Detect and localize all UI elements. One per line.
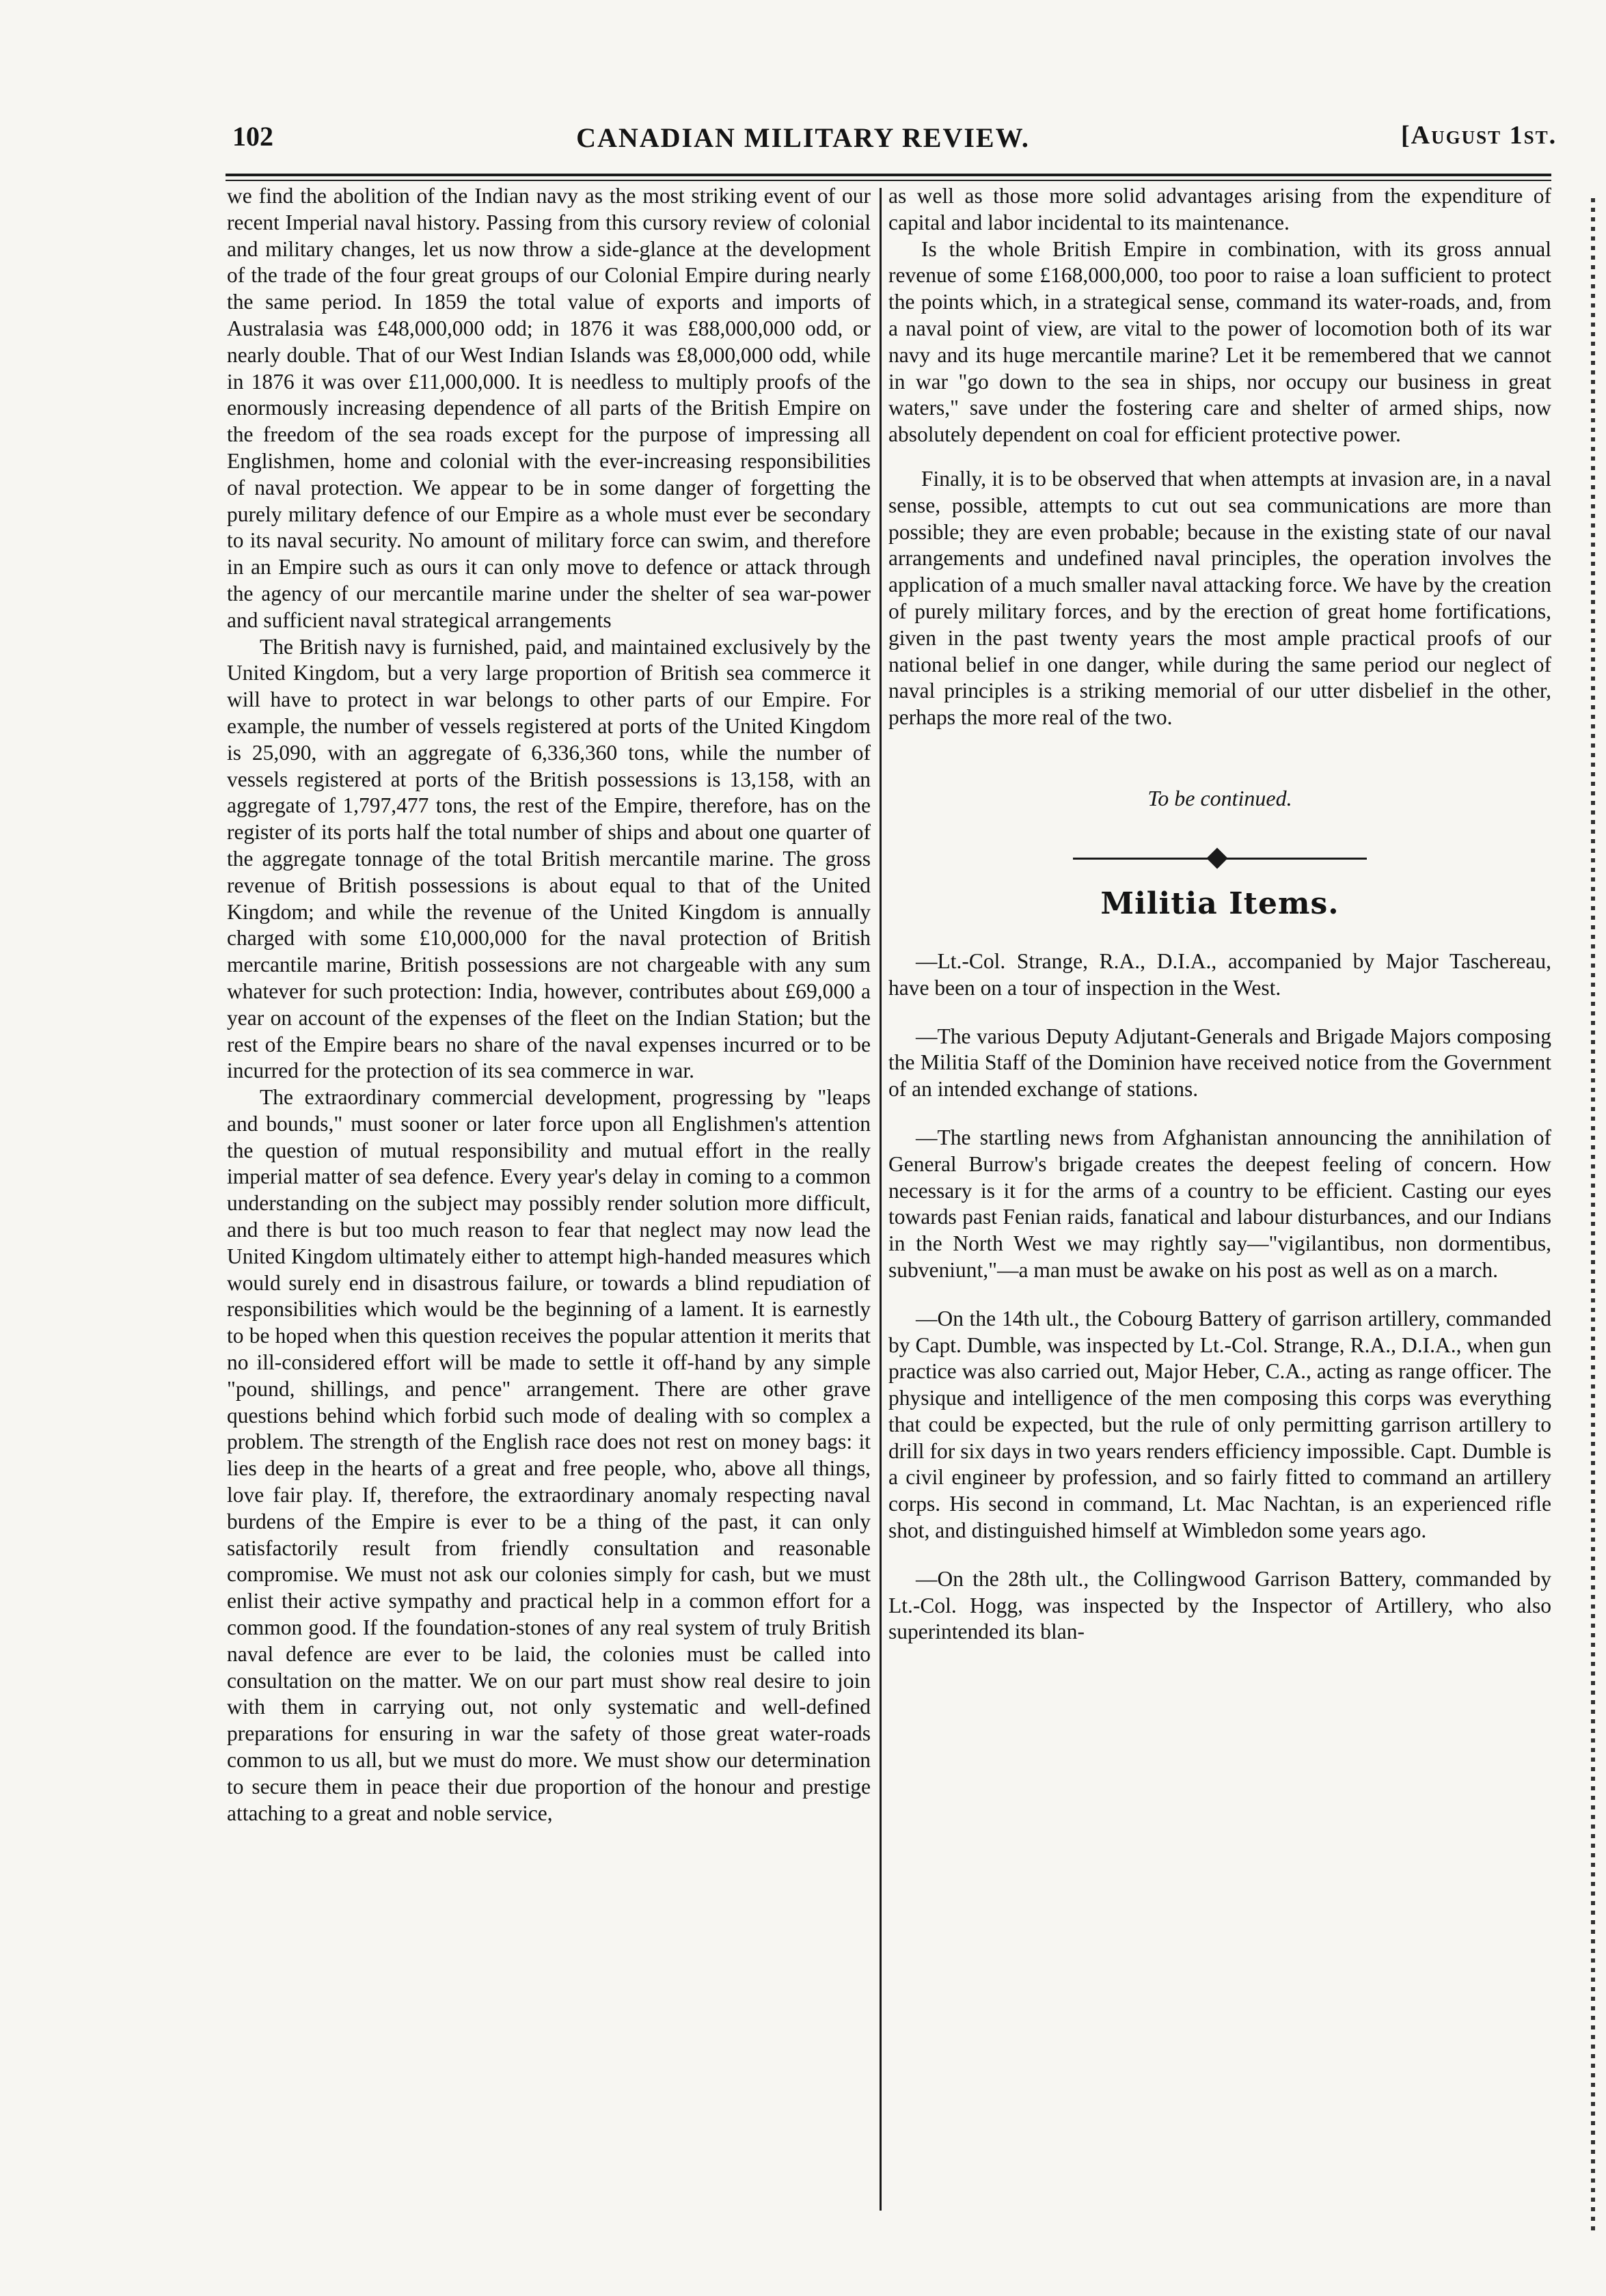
article-paragraph: The British navy is furnished, paid, and maintained exclusively by the United Kingdom, but a very large proportion of British sea commerce it will have to protect in war belongs to other parts of our Empire. For example, the number of vessels registered at ports of the United Kingdom is 25,090, with an aggregate of 6,336,360 tons, while the number of vessels registered at ports of the British possessions is 13,158, with an aggregate of 1,797,477 tons, the rest of the Empire, therefore, has on the register of its ports half the total number of ships and about one quarter of the aggregate tonnage of the total British mercantile marine. The gross revenue of British possessions is about equal to that of the United Kingdom; and while the revenue of the United Kingdom is annually charged with some £10,000,000 for the naval protection of British mercantile marine, British possessions are not chargeable with any sum whatever for such protection: India, however, contributes about £69,000 a year on account of the expenses of the fleet on the Indian Station; but the rest of the Empire bears no share of the naval expenses incurred or to be incurred for the protection of its sea commerce in war. (227, 634, 871, 1083)
news-item: —On the 28th ult., the Collingwood Garrison Battery, commanded by Lt.-Col. Hogg, was inspected by the Inspector of Artillery, who also superintended its blan- (888, 1566, 1551, 1644)
running-head: CANADIAN MILITARY REVIEW. (576, 122, 1030, 153)
to-be-continued: To be continued. (1147, 785, 1292, 810)
article-paragraph: as well as those more solid advantages arising from the expenditure of capital and labor incidental to its maintenance. (888, 184, 1551, 234)
article-paragraph: The extraordinary commercial development, progressing by "leaps and bounds," must sooner or later force upon all Englishmen's attention the question of mutual responsibility and mutual effort in the really imperial matter of sea defence. Every year's delay in coming to a common understanding on the subject may possibly render solution more difficult, and there is but too much reason to fear that neglect may now lead the United Kingdom ultimately either to attempt high-handed measures which would surely end in disastrous failure, or towards a blind repudiation of responsibilities which would be the beginning of a lament. It is earnestly to be hoped when this question receives the popular attention it merits that no ill-considered effort will be made to settle it off-hand by any simple "pound, shillings, and pence" arrangement. There are other grave questions behind which forbid such mode of dealing with so complex a problem. The strength of the English race does not rest on money bags: it lies deep in the hearts of a great and free people, who, above all things, love fair play. If, therefore, the extraordinary anomaly respecting naval burdens of the Empire is ever to be a thing of the past, it can only satisfactorily result from friendly consultation and reasonable compromise. We must not ask our colonies simply for cash, but we must enlist their active sympathy and practical help in a common effort for a common good. If the foundation-stones of any real system of truly British naval defence are ever to be laid, the colonies must be called into consultation on the matter. We on our part must show real desire to join with them in carrying out, not only systematic and well-defined preparations for ensuring in war the safety of those great water-roads common to us all, but we must do more. We must show our determination to secure them in peace their due proportion of the honour and prestige attaching to a great and noble service, (227, 1085, 871, 1825)
issue-date: [August 1st. (1401, 121, 1557, 150)
divider-ornament (1073, 845, 1367, 873)
page-number: 102 (232, 121, 273, 152)
news-item: —On the 14th ult., the Cobourg Battery of garrison artillery, commanded by Capt. Dumble, was inspected by Lt.-Col. Strange, R.A., D.I.A., when gun practice was also carried out, Major Heber, C.A., acting as range officer. The physique and intelligence of the men composing this corps was everything that could be expected, but the rule of only permitting garrison artillery to drill for six days in two years renders efficiency impossible. Capt. Dumble is a civil engineer by profession, and so fairly fitted to command an artillery corps. His second in command, Lt. Mac Nachtan, is an experienced rifle shot, and distinguished himself at Wimbledon some years ago. (888, 1306, 1551, 1543)
right-column (888, 183, 1551, 2219)
scan-edge-mark (1591, 198, 1595, 2234)
ornament-diamond-icon (1206, 847, 1227, 869)
news-item: —The various Deputy Adjutant-Generals and Brigade Majors composing the Militia Staff of the Dominion have received notice from the Government of an intended exchange of stations. (888, 1024, 1551, 1102)
section-heading: Militia Items. (1100, 886, 1339, 921)
news-item: —The startling news from Afghanistan announcing the annihilation of General Burrow's brigade creates the deepest feeling of concern. How necessary is it for the arms of a country to be efficient. Casting our eyes towards past Fenian raids, fanatical and labour disturbances, and our Indians in the North West we may rightly say—"vigilantibus, non dormentibus, subveniunt,"—a man must be awake on his post as well as on a march. (888, 1125, 1551, 1282)
news-item: —Lt.-Col. Strange, R.A., D.I.A., accompanied by Major Taschereau, have been on a tour of inspection in the West. (888, 948, 1551, 1000)
header-rule-thin (226, 180, 1551, 181)
article-paragraph: Finally, it is to be observed that when attempts at invasion are, in a naval sense, possible, attempts to cut out sea communications are more than possible; they are even probable; because in the existing state of our naval arrangements and undefined naval principles, the operation involves the application of a much smaller naval attacking force. We have by the creation of purely military forces, and by the erection of great home fortifications, given in the past twenty years the most ample practical proofs of our national belief in one danger, while during the same period our neglect of naval principles is a striking memorial of our utter disbelief in the other, perhaps the more real of the two. (888, 466, 1551, 730)
left-column (227, 183, 871, 2219)
column-divider (880, 188, 882, 2211)
article-paragraph: Is the whole British Empire in combination, with its gross annual revenue of some £168,000,000, too poor to raise a loan sufficient to protect the points which, in a strategical sense, command its water-roads, and, from a naval point of view, are vital to the power of locomotion both of its war navy and its huge mercantile marine? Let it be remembered that we cannot in war "go down to the sea in ships, nor occupy our business in great waters," save under the fostering care and shelter of armed ships, now absolutely dependent on coal for efficient protective power. (888, 236, 1551, 447)
article-paragraph: we find the abolition of the Indian navy as the most striking event of our recent Imperial naval history. Passing from this cursory review of colonial and military changes, let us now throw a side-glance at the development of the trade of the four great groups of our Colonial Empire during nearly the same period. In 1859 the total value of exports and imports of Australasia was £48,000,000 odd; in 1876 it was £88,000,000 odd, or nearly double. That of our West Indian Islands was £8,000,000 odd, while in 1876 it was over £11,000,000. It is needless to multiply proofs of the enormously increasing dependence of all parts of the British Empire on the freedom of the sea roads except for the purpose of impressing all Englishmen, home and colonial with the ever-increasing responsibilities of naval protection. We appear to be in some danger of forgetting the purely military defence of our Empire as a whole must ever be secondary to its naval security. No amount of military force can swim, and therefore in an Empire such as ours it can only move to defence or attack through the agency of our mercantile marine under the shelter of sea war-power and sufficient naval strategical arrangements (227, 184, 871, 632)
header-rule (226, 174, 1551, 176)
